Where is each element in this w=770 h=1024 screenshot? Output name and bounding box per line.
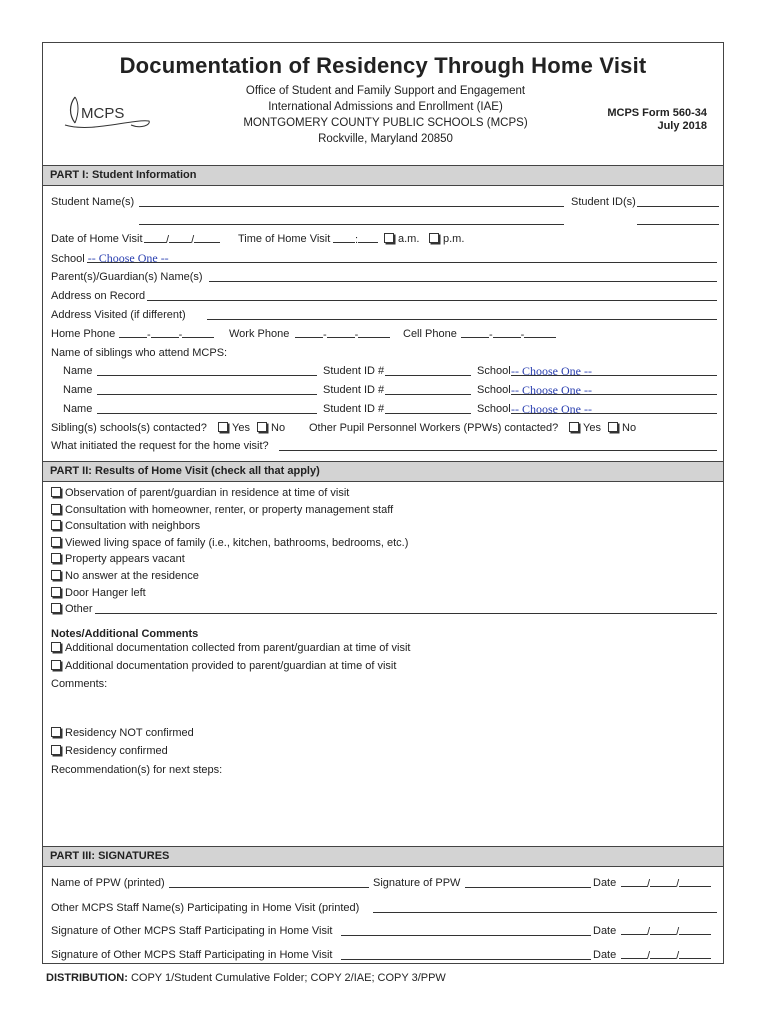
ppw-contacted-label: Other Pupil Personnel Workers (PPWs) contacted? xyxy=(309,422,559,434)
student-id-field-2[interactable] xyxy=(637,224,719,225)
student-name-label: Student Name(s) xyxy=(51,196,135,208)
sibling-name-label: Name xyxy=(63,365,93,377)
ppw-yes-option[interactable] xyxy=(569,420,601,436)
student-name-row xyxy=(51,194,717,210)
note-label: Additional documentation collected from parent/guardian at time of visit xyxy=(65,642,411,654)
school-field-line xyxy=(87,262,717,263)
ppw-name-field[interactable] xyxy=(169,887,369,888)
comments-label: Comments: xyxy=(51,678,108,690)
ppw-no-checkbox[interactable] xyxy=(608,422,618,432)
sibling-school-line xyxy=(511,413,717,414)
ppw-name-label: Name of PPW (printed) xyxy=(51,877,165,889)
residency-yes-item[interactable] xyxy=(51,743,717,759)
sibling-row xyxy=(51,382,717,398)
yes-label: Yes xyxy=(232,422,250,434)
sibling-school-select[interactable]: -- Choose One -- xyxy=(511,383,592,397)
phone-row xyxy=(51,326,717,342)
result-checkbox[interactable] xyxy=(51,553,61,563)
sibling-school-line xyxy=(511,375,717,376)
student-id-field[interactable] xyxy=(637,206,719,207)
part1-heading: PART I: Student Information xyxy=(43,165,723,186)
ppw-sig-label: Signature of PPW xyxy=(373,877,461,889)
other-sig-row xyxy=(51,947,717,963)
student-name-field-2[interactable] xyxy=(139,224,564,225)
parents-row xyxy=(51,269,717,285)
other-staff-field[interactable] xyxy=(373,912,717,913)
school-label: School xyxy=(51,253,85,265)
note-checkbox[interactable] xyxy=(51,660,61,670)
note-item[interactable] xyxy=(51,640,717,656)
part3-heading: PART III: SIGNATURES xyxy=(43,846,723,867)
result-item[interactable] xyxy=(51,585,717,601)
recommendations-label: Recommendation(s) for next steps: xyxy=(51,764,223,776)
am-checkbox[interactable] xyxy=(384,233,394,243)
sibling-id-label: Student ID # xyxy=(323,403,385,415)
sibling-id-field[interactable] xyxy=(385,394,471,395)
residency-not-checkbox[interactable] xyxy=(51,727,61,737)
siblings-no-option[interactable] xyxy=(257,420,285,436)
office-line: International Admissions and Enrollment (IAE) xyxy=(268,101,503,113)
other-checkbox[interactable] xyxy=(51,603,61,613)
address-visited-row xyxy=(51,307,717,323)
sibling-name-field[interactable] xyxy=(97,375,317,376)
result-checkbox[interactable] xyxy=(51,504,61,514)
initiated-row xyxy=(51,438,717,454)
result-label: Viewed living space of family (i.e., kitchen, bathrooms, bedrooms, etc.) xyxy=(65,537,409,549)
sibling-row xyxy=(51,401,717,417)
siblings-no-checkbox[interactable] xyxy=(257,422,267,432)
office-address xyxy=(193,83,578,147)
yes-label: Yes xyxy=(583,422,601,434)
sibling-id-field[interactable] xyxy=(385,413,471,414)
other-sig-row xyxy=(51,923,717,939)
note-label: Additional documentation provided to parent/guardian at time of visit xyxy=(65,660,397,672)
sibling-school-line xyxy=(511,394,717,395)
no-label: No xyxy=(622,422,637,434)
office-line: Rockville, Maryland 20850 xyxy=(318,133,453,145)
other-label: Other xyxy=(65,603,93,615)
mcps-logo-icon xyxy=(61,93,153,133)
initiated-field[interactable] xyxy=(279,450,717,451)
pm-checkbox[interactable] xyxy=(429,233,439,243)
home-phone-field[interactable]: - - xyxy=(119,326,214,343)
sibling-id-label: Student ID # xyxy=(323,384,385,396)
siblings-contacted-label: Sibling(s) schools(s) contacted? xyxy=(51,422,207,434)
address-record-row xyxy=(51,288,717,304)
student-id-label: Student ID(s) xyxy=(571,196,636,208)
initiated-label: What initiated the request for the home visit? xyxy=(51,440,269,452)
sibling-name-field[interactable] xyxy=(97,413,317,414)
sibling-school-select[interactable]: -- Choose One -- xyxy=(511,402,592,416)
cell-phone-label: Cell Phone xyxy=(403,328,457,340)
result-item[interactable] xyxy=(51,502,717,518)
office-line: Office of Student and Family Support and Engagement xyxy=(245,85,526,97)
residency-not-item[interactable] xyxy=(51,725,717,741)
logo-text: MCPS xyxy=(81,105,125,122)
address-visited-field[interactable] xyxy=(207,319,717,320)
result-item-other[interactable] xyxy=(51,601,717,617)
am-option[interactable] xyxy=(384,231,419,247)
sibling-name-field[interactable] xyxy=(97,394,317,395)
sibling-school-select[interactable]: -- Choose One -- xyxy=(511,364,592,378)
ppw-no-option[interactable] xyxy=(608,420,636,436)
date-visit-field[interactable]: / / xyxy=(144,231,220,248)
result-item[interactable] xyxy=(51,485,717,501)
sibling-name-label: Name xyxy=(63,384,93,396)
form-id xyxy=(607,107,707,133)
result-label: Door Hanger left xyxy=(65,587,146,599)
student-name-row-2 xyxy=(51,212,717,228)
date-label: Date xyxy=(593,949,617,961)
time-visit-field[interactable]: : xyxy=(333,231,378,248)
residency-not-label: Residency NOT confirmed xyxy=(65,727,194,739)
am-label: a.m. xyxy=(398,233,420,245)
time-visit-label: Time of Home Visit xyxy=(238,233,331,245)
school-select[interactable]: -- Choose One -- xyxy=(87,251,169,265)
other-sig-label: Signature of Other MCPS Staff Participating in Home Visit xyxy=(51,925,333,937)
work-phone-label: Work Phone xyxy=(229,328,290,340)
result-item[interactable] xyxy=(51,568,717,584)
visit-row xyxy=(51,231,717,247)
result-checkbox[interactable] xyxy=(51,520,61,530)
home-phone-label: Home Phone xyxy=(51,328,116,340)
student-name-field[interactable] xyxy=(139,206,564,207)
page-title: Documentation of Residency Through Home Visit xyxy=(119,53,647,78)
other-staff-row xyxy=(51,900,717,916)
date-visit-label: Date of Home Visit xyxy=(51,233,143,245)
sibling-school-label: School xyxy=(477,384,511,396)
result-item[interactable] xyxy=(51,518,717,534)
pm-option[interactable] xyxy=(429,231,464,247)
date-field[interactable]: / / xyxy=(621,923,711,940)
sibling-id-field[interactable] xyxy=(385,375,471,376)
other-field[interactable] xyxy=(95,613,717,614)
notes-heading: Notes/Additional Comments xyxy=(51,628,199,640)
result-label: Consultation with neighbors xyxy=(65,520,201,532)
date-label: Date xyxy=(593,877,617,889)
date-field[interactable]: / / xyxy=(621,875,711,892)
other-sig-field[interactable] xyxy=(341,935,591,936)
school-row xyxy=(51,250,717,266)
residency-yes-checkbox[interactable] xyxy=(51,745,61,755)
date-field[interactable]: / / xyxy=(621,947,711,964)
form-page xyxy=(42,42,724,964)
distribution-footer xyxy=(46,972,446,984)
note-checkbox[interactable] xyxy=(51,642,61,652)
pm-label: p.m. xyxy=(443,233,465,245)
address-visited-label: Address Visited (if different) xyxy=(51,309,186,321)
office-line: MONTGOMERY COUNTY PUBLIC SCHOOLS (MCPS) xyxy=(243,117,528,129)
form-date: July 2018 xyxy=(657,120,707,132)
address-record-field[interactable] xyxy=(147,300,717,301)
no-label: No xyxy=(271,422,286,434)
parents-field[interactable] xyxy=(209,281,717,282)
result-item[interactable] xyxy=(51,535,717,551)
work-phone-field[interactable]: - - xyxy=(295,326,390,343)
parents-label: Parent(s)/Guardian(s) Name(s) xyxy=(51,271,203,283)
sibling-row xyxy=(51,363,717,379)
siblings-yes-option[interactable] xyxy=(218,420,250,436)
residency-yes-label: Residency confirmed xyxy=(65,745,168,757)
result-item[interactable] xyxy=(51,551,717,567)
sibling-name-label: Name xyxy=(63,403,93,415)
result-checkbox[interactable] xyxy=(51,487,61,497)
form-number: MCPS Form 560-34 xyxy=(607,107,707,119)
result-label: No answer at the residence xyxy=(65,570,199,582)
ppw-sig-field[interactable] xyxy=(465,887,591,888)
contacted-row xyxy=(51,420,717,436)
other-staff-label: Other MCPS Staff Name(s) Participating in Home Visit (printed) xyxy=(51,902,360,914)
result-label: Consultation with homeowner, renter, or property management staff xyxy=(65,504,394,516)
other-sig-field[interactable] xyxy=(341,959,591,960)
sibling-id-label: Student ID # xyxy=(323,365,385,377)
result-label: Property appears vacant xyxy=(65,553,185,565)
result-checkbox[interactable] xyxy=(51,570,61,580)
mcps-logo xyxy=(61,93,153,133)
siblings-heading: Name of siblings who attend MCPS: xyxy=(51,347,228,359)
cell-phone-field[interactable]: - - xyxy=(461,326,556,343)
ppw-sign-row xyxy=(51,875,717,891)
result-checkbox[interactable] xyxy=(51,587,61,597)
result-label: Observation of parent/guardian in residence at time of visit xyxy=(65,487,350,499)
other-sig-label: Signature of Other MCPS Staff Participating in Home Visit xyxy=(51,949,333,961)
note-item[interactable] xyxy=(51,658,717,674)
result-checkbox[interactable] xyxy=(51,537,61,547)
sibling-school-label: School xyxy=(477,403,511,415)
date-label: Date xyxy=(593,925,617,937)
part2-heading: PART II: Results of Home Visit (check all that apply) xyxy=(43,461,723,482)
ppw-yes-checkbox[interactable] xyxy=(569,422,579,432)
distribution-text: COPY 1/Student Cumulative Folder; COPY 2/IAE; COPY 3/PPW xyxy=(130,972,446,984)
siblings-yes-checkbox[interactable] xyxy=(218,422,228,432)
address-record-label: Address on Record xyxy=(51,290,146,302)
sibling-school-label: School xyxy=(477,365,511,377)
distribution-label: DISTRIBUTION: xyxy=(46,972,128,984)
